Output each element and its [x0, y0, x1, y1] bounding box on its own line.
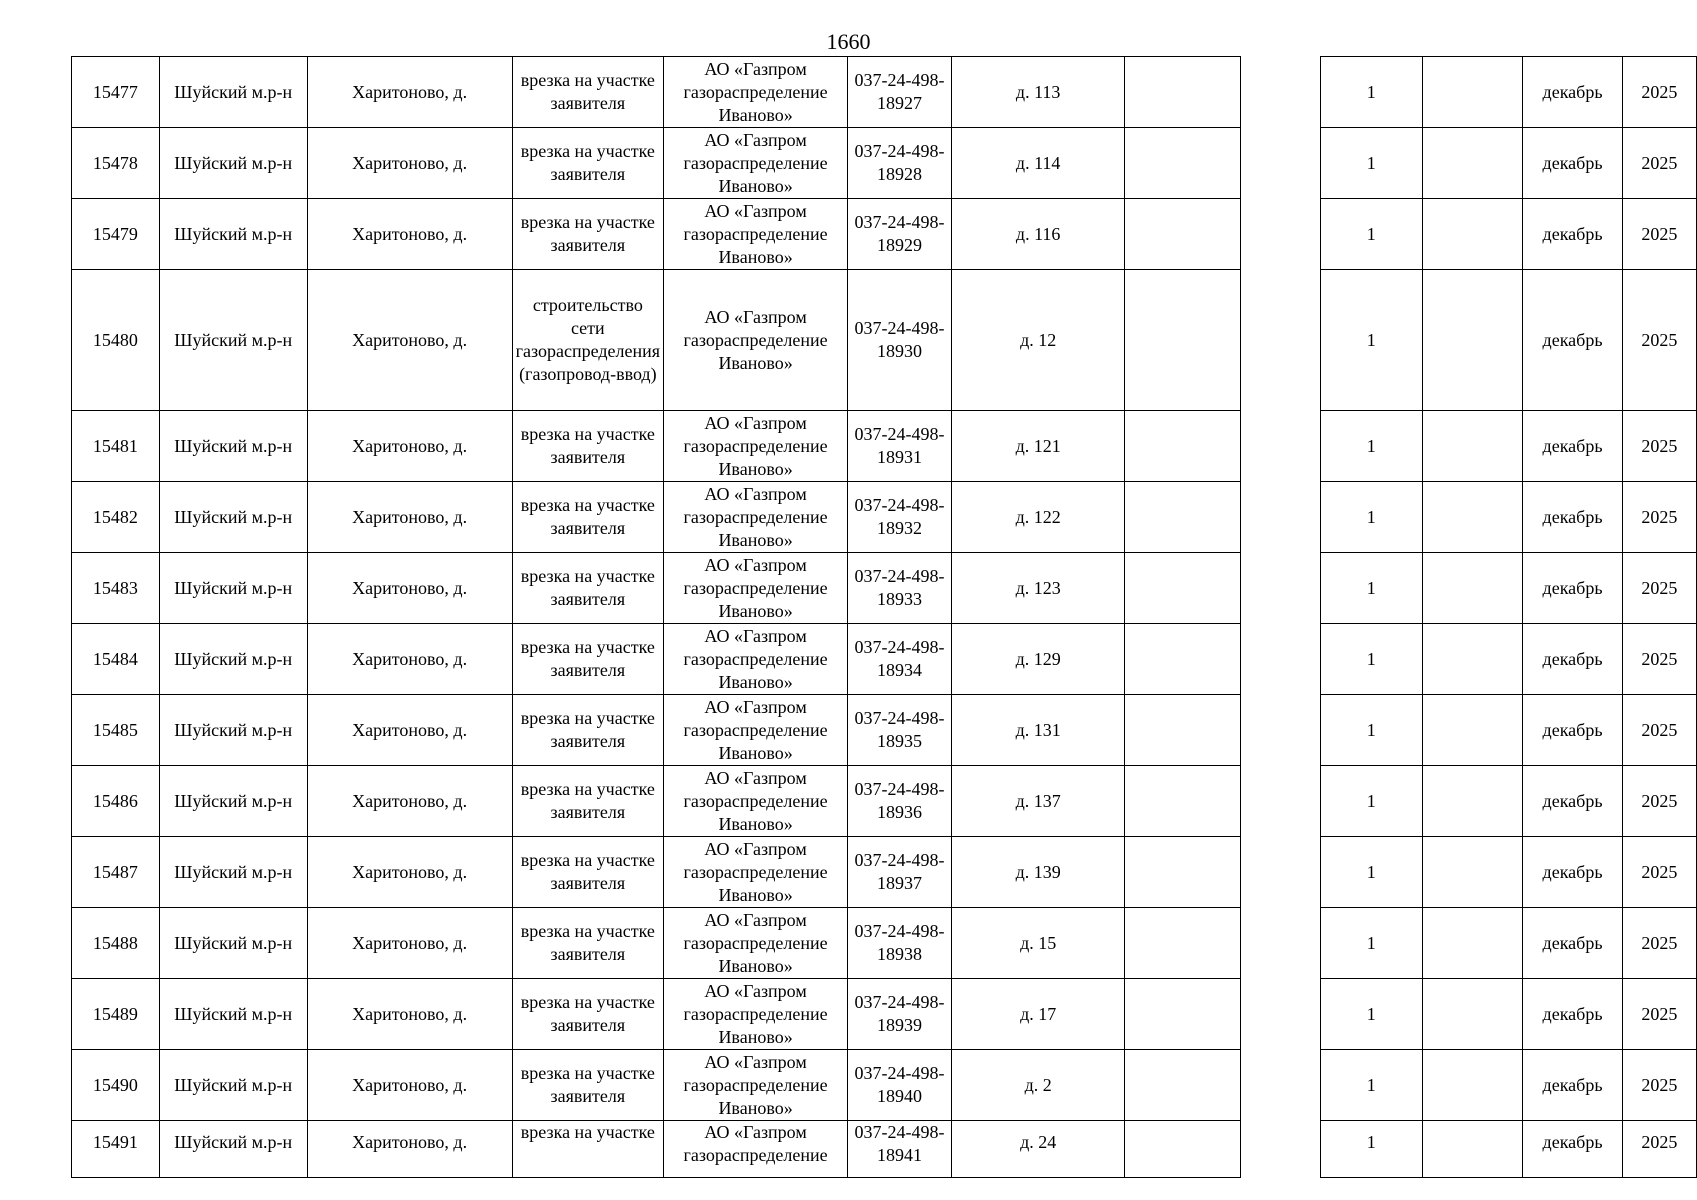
work-type-cell: врезка на участке	[512, 1121, 663, 1178]
quantity-cell: 1	[1320, 199, 1422, 270]
empty-cell	[1422, 1121, 1523, 1178]
locality-cell: Харитоново, д.	[307, 766, 512, 837]
quantity-cell: 1	[1320, 979, 1422, 1050]
year-cell: 2025	[1622, 837, 1696, 908]
organization-cell: АО «Газпром газораспределение Иваново»	[664, 979, 848, 1050]
code-cell: 037-24-498-18930	[848, 270, 952, 411]
district-cell: Шуйский м.р-н	[159, 1121, 307, 1178]
work-type-cell: врезка на участке заявителя	[512, 837, 663, 908]
table-row	[72, 57, 1697, 128]
empty-cell	[1125, 695, 1241, 766]
district-cell: Шуйский м.р-н	[159, 270, 307, 411]
locality-cell: Харитоново, д.	[307, 695, 512, 766]
year-cell: 2025	[1622, 766, 1696, 837]
gap-cell	[1241, 199, 1320, 270]
address-cell: д. 17	[951, 979, 1124, 1050]
month-cell: декабрь	[1523, 411, 1622, 482]
organization-cell: АО «Газпром газораспределение Иваново»	[664, 1050, 848, 1121]
row-number-cell: 15489	[72, 979, 160, 1050]
year-cell: 2025	[1622, 482, 1696, 553]
month-cell: декабрь	[1523, 837, 1622, 908]
month-cell: декабрь	[1523, 908, 1622, 979]
table-row	[72, 1121, 1697, 1178]
locality-cell: Харитоново, д.	[307, 837, 512, 908]
locality-cell: Харитоново, д.	[307, 1121, 512, 1178]
year-cell: 2025	[1622, 1121, 1696, 1178]
district-cell: Шуйский м.р-н	[159, 1050, 307, 1121]
month-cell: декабрь	[1523, 1050, 1622, 1121]
work-type-cell: врезка на участке заявителя	[512, 411, 663, 482]
code-cell: 037-24-498-18927	[848, 57, 952, 128]
month-cell: декабрь	[1523, 57, 1622, 128]
district-cell: Шуйский м.р-н	[159, 57, 307, 128]
empty-cell	[1125, 1050, 1241, 1121]
quantity-cell: 1	[1320, 766, 1422, 837]
table-row	[72, 908, 1697, 979]
year-cell: 2025	[1622, 270, 1696, 411]
code-cell: 037-24-498-18933	[848, 553, 952, 624]
work-type-cell: врезка на участке заявителя	[512, 908, 663, 979]
row-number-cell: 15482	[72, 482, 160, 553]
empty-cell	[1125, 624, 1241, 695]
district-cell: Шуйский м.р-н	[159, 979, 307, 1050]
empty-cell	[1125, 128, 1241, 199]
empty-cell	[1422, 411, 1523, 482]
row-number-cell: 15481	[72, 411, 160, 482]
table-row	[72, 624, 1697, 695]
row-number-cell: 15478	[72, 128, 160, 199]
locality-cell: Харитоново, д.	[307, 128, 512, 199]
quantity-cell: 1	[1320, 837, 1422, 908]
district-cell: Шуйский м.р-н	[159, 837, 307, 908]
district-cell: Шуйский м.р-н	[159, 199, 307, 270]
quantity-cell: 1	[1320, 411, 1422, 482]
locality-cell: Харитоново, д.	[307, 199, 512, 270]
empty-cell	[1422, 482, 1523, 553]
year-cell: 2025	[1622, 1050, 1696, 1121]
registry-table	[71, 56, 1697, 1178]
empty-cell	[1422, 837, 1523, 908]
empty-cell	[1422, 695, 1523, 766]
row-number-cell: 15487	[72, 837, 160, 908]
district-cell: Шуйский м.р-н	[159, 128, 307, 199]
year-cell: 2025	[1622, 199, 1696, 270]
gap-cell	[1241, 766, 1320, 837]
quantity-cell: 1	[1320, 270, 1422, 411]
gap-cell	[1241, 1121, 1320, 1178]
address-cell: д. 121	[951, 411, 1124, 482]
organization-cell: АО «Газпром газораспределение Иваново»	[664, 411, 848, 482]
organization-cell: АО «Газпром газораспределение Иваново»	[664, 695, 848, 766]
empty-cell	[1125, 766, 1241, 837]
quantity-cell: 1	[1320, 908, 1422, 979]
month-cell: декабрь	[1523, 624, 1622, 695]
code-cell: 037-24-498-18928	[848, 128, 952, 199]
row-number-cell: 15490	[72, 1050, 160, 1121]
address-cell: д. 24	[951, 1121, 1124, 1178]
empty-cell	[1125, 553, 1241, 624]
organization-cell: АО «Газпром газораспределение Иваново»	[664, 57, 848, 128]
row-number-cell: 15480	[72, 270, 160, 411]
gap-cell	[1241, 837, 1320, 908]
gap-cell	[1241, 57, 1320, 128]
code-cell: 037-24-498-18939	[848, 979, 952, 1050]
year-cell: 2025	[1622, 695, 1696, 766]
address-cell: д. 131	[951, 695, 1124, 766]
empty-cell	[1125, 1121, 1241, 1178]
address-cell: д. 2	[951, 1050, 1124, 1121]
locality-cell: Харитоново, д.	[307, 624, 512, 695]
empty-cell	[1422, 1050, 1523, 1121]
code-cell: 037-24-498-18934	[848, 624, 952, 695]
empty-cell	[1422, 766, 1523, 837]
gap-cell	[1241, 1050, 1320, 1121]
year-cell: 2025	[1622, 553, 1696, 624]
empty-cell	[1125, 979, 1241, 1050]
address-cell: д. 137	[951, 766, 1124, 837]
row-number-cell: 15477	[72, 57, 160, 128]
quantity-cell: 1	[1320, 1050, 1422, 1121]
work-type-cell: врезка на участке заявителя	[512, 553, 663, 624]
quantity-cell: 1	[1320, 128, 1422, 199]
table-row	[72, 695, 1697, 766]
code-cell: 037-24-498-18938	[848, 908, 952, 979]
address-cell: д. 129	[951, 624, 1124, 695]
empty-cell	[1422, 57, 1523, 128]
gap-cell	[1241, 979, 1320, 1050]
month-cell: декабрь	[1523, 482, 1622, 553]
address-cell: д. 123	[951, 553, 1124, 624]
organization-cell: АО «Газпром газораспределение Иваново»	[664, 199, 848, 270]
code-cell: 037-24-498-18935	[848, 695, 952, 766]
address-cell: д. 114	[951, 128, 1124, 199]
code-cell: 037-24-498-18937	[848, 837, 952, 908]
empty-cell	[1422, 199, 1523, 270]
month-cell: декабрь	[1523, 1121, 1622, 1178]
gap-cell	[1241, 695, 1320, 766]
code-cell: 037-24-498-18932	[848, 482, 952, 553]
code-cell: 037-24-498-18936	[848, 766, 952, 837]
gap-cell	[1241, 482, 1320, 553]
locality-cell: Харитоново, д.	[307, 553, 512, 624]
work-type-cell: врезка на участке заявителя	[512, 1050, 663, 1121]
year-cell: 2025	[1622, 411, 1696, 482]
organization-cell: АО «Газпром газораспределение Иваново»	[664, 908, 848, 979]
address-cell: д. 12	[951, 270, 1124, 411]
organization-cell: АО «Газпром газораспределение Иваново»	[664, 128, 848, 199]
quantity-cell: 1	[1320, 695, 1422, 766]
gap-cell	[1241, 908, 1320, 979]
organization-cell: АО «Газпром газораспределение Иваново»	[664, 624, 848, 695]
month-cell: декабрь	[1523, 695, 1622, 766]
row-number-cell: 15479	[72, 199, 160, 270]
year-cell: 2025	[1622, 624, 1696, 695]
code-cell: 037-24-498-18931	[848, 411, 952, 482]
empty-cell	[1422, 553, 1523, 624]
work-type-cell: врезка на участке заявителя	[512, 199, 663, 270]
empty-cell	[1422, 128, 1523, 199]
district-cell: Шуйский м.р-н	[159, 766, 307, 837]
address-cell: д. 116	[951, 199, 1124, 270]
organization-cell: АО «Газпром газораспределение Иваново»	[664, 482, 848, 553]
row-number-cell: 15483	[72, 553, 160, 624]
gap-cell	[1241, 553, 1320, 624]
table-row	[72, 1050, 1697, 1121]
year-cell: 2025	[1622, 908, 1696, 979]
code-cell: 037-24-498-18940	[848, 1050, 952, 1121]
month-cell: декабрь	[1523, 553, 1622, 624]
row-number-cell: 15486	[72, 766, 160, 837]
empty-cell	[1125, 411, 1241, 482]
empty-cell	[1125, 199, 1241, 270]
work-type-cell: врезка на участке заявителя	[512, 624, 663, 695]
empty-cell	[1422, 908, 1523, 979]
quantity-cell: 1	[1320, 553, 1422, 624]
quantity-cell: 1	[1320, 624, 1422, 695]
locality-cell: Харитоново, д.	[307, 482, 512, 553]
locality-cell: Харитоново, д.	[307, 908, 512, 979]
month-cell: декабрь	[1523, 199, 1622, 270]
work-type-cell: врезка на участке заявителя	[512, 979, 663, 1050]
district-cell: Шуйский м.р-н	[159, 908, 307, 979]
address-cell: д. 113	[951, 57, 1124, 128]
district-cell: Шуйский м.р-н	[159, 553, 307, 624]
work-type-cell: строительство сети газораспределения (газопровод-ввод)	[512, 270, 663, 411]
locality-cell: Харитоново, д.	[307, 411, 512, 482]
month-cell: декабрь	[1523, 979, 1622, 1050]
table-row	[72, 553, 1697, 624]
locality-cell: Харитоново, д.	[307, 57, 512, 128]
empty-cell	[1125, 57, 1241, 128]
row-number-cell: 15491	[72, 1121, 160, 1178]
row-number-cell: 15485	[72, 695, 160, 766]
empty-cell	[1125, 908, 1241, 979]
address-cell: д. 122	[951, 482, 1124, 553]
quantity-cell: 1	[1320, 57, 1422, 128]
work-type-cell: врезка на участке заявителя	[512, 128, 663, 199]
table-row	[72, 270, 1697, 411]
table-row	[72, 837, 1697, 908]
table-row	[72, 128, 1697, 199]
locality-cell: Харитоново, д.	[307, 1050, 512, 1121]
table-body	[72, 57, 1697, 1178]
table-row	[72, 199, 1697, 270]
gap-cell	[1241, 128, 1320, 199]
code-cell: 037-24-498-18929	[848, 199, 952, 270]
month-cell: декабрь	[1523, 766, 1622, 837]
year-cell: 2025	[1622, 57, 1696, 128]
work-type-cell: врезка на участке заявителя	[512, 695, 663, 766]
row-number-cell: 15484	[72, 624, 160, 695]
gap-cell	[1241, 624, 1320, 695]
empty-cell	[1125, 270, 1241, 411]
address-cell: д. 139	[951, 837, 1124, 908]
district-cell: Шуйский м.р-н	[159, 411, 307, 482]
address-cell: д. 15	[951, 908, 1124, 979]
locality-cell: Харитоново, д.	[307, 979, 512, 1050]
year-cell: 2025	[1622, 128, 1696, 199]
gap-cell	[1241, 270, 1320, 411]
gap-cell	[1241, 411, 1320, 482]
work-type-cell: врезка на участке заявителя	[512, 57, 663, 128]
code-cell: 037-24-498-18941	[848, 1121, 952, 1178]
work-type-cell: врезка на участке заявителя	[512, 766, 663, 837]
page-number: 1660	[826, 29, 871, 54]
organization-cell: АО «Газпром газораспределение Иваново»	[664, 837, 848, 908]
month-cell: декабрь	[1523, 270, 1622, 411]
table-row	[72, 979, 1697, 1050]
district-cell: Шуйский м.р-н	[159, 695, 307, 766]
locality-cell: Харитоново, д.	[307, 270, 512, 411]
organization-cell: АО «Газпром газораспределение	[664, 1121, 848, 1178]
empty-cell	[1422, 979, 1523, 1050]
row-number-cell: 15488	[72, 908, 160, 979]
quantity-cell: 1	[1320, 1121, 1422, 1178]
table-row	[72, 482, 1697, 553]
table-row	[72, 766, 1697, 837]
year-cell: 2025	[1622, 979, 1696, 1050]
district-cell: Шуйский м.р-н	[159, 482, 307, 553]
empty-cell	[1125, 482, 1241, 553]
district-cell: Шуйский м.р-н	[159, 624, 307, 695]
work-type-cell: врезка на участке заявителя	[512, 482, 663, 553]
organization-cell: АО «Газпром газораспределение Иваново»	[664, 270, 848, 411]
empty-cell	[1422, 624, 1523, 695]
month-cell: декабрь	[1523, 128, 1622, 199]
organization-cell: АО «Газпром газораспределение Иваново»	[664, 766, 848, 837]
empty-cell	[1422, 270, 1523, 411]
table-row	[72, 411, 1697, 482]
empty-cell	[1125, 837, 1241, 908]
organization-cell: АО «Газпром газораспределение Иваново»	[664, 553, 848, 624]
quantity-cell: 1	[1320, 482, 1422, 553]
